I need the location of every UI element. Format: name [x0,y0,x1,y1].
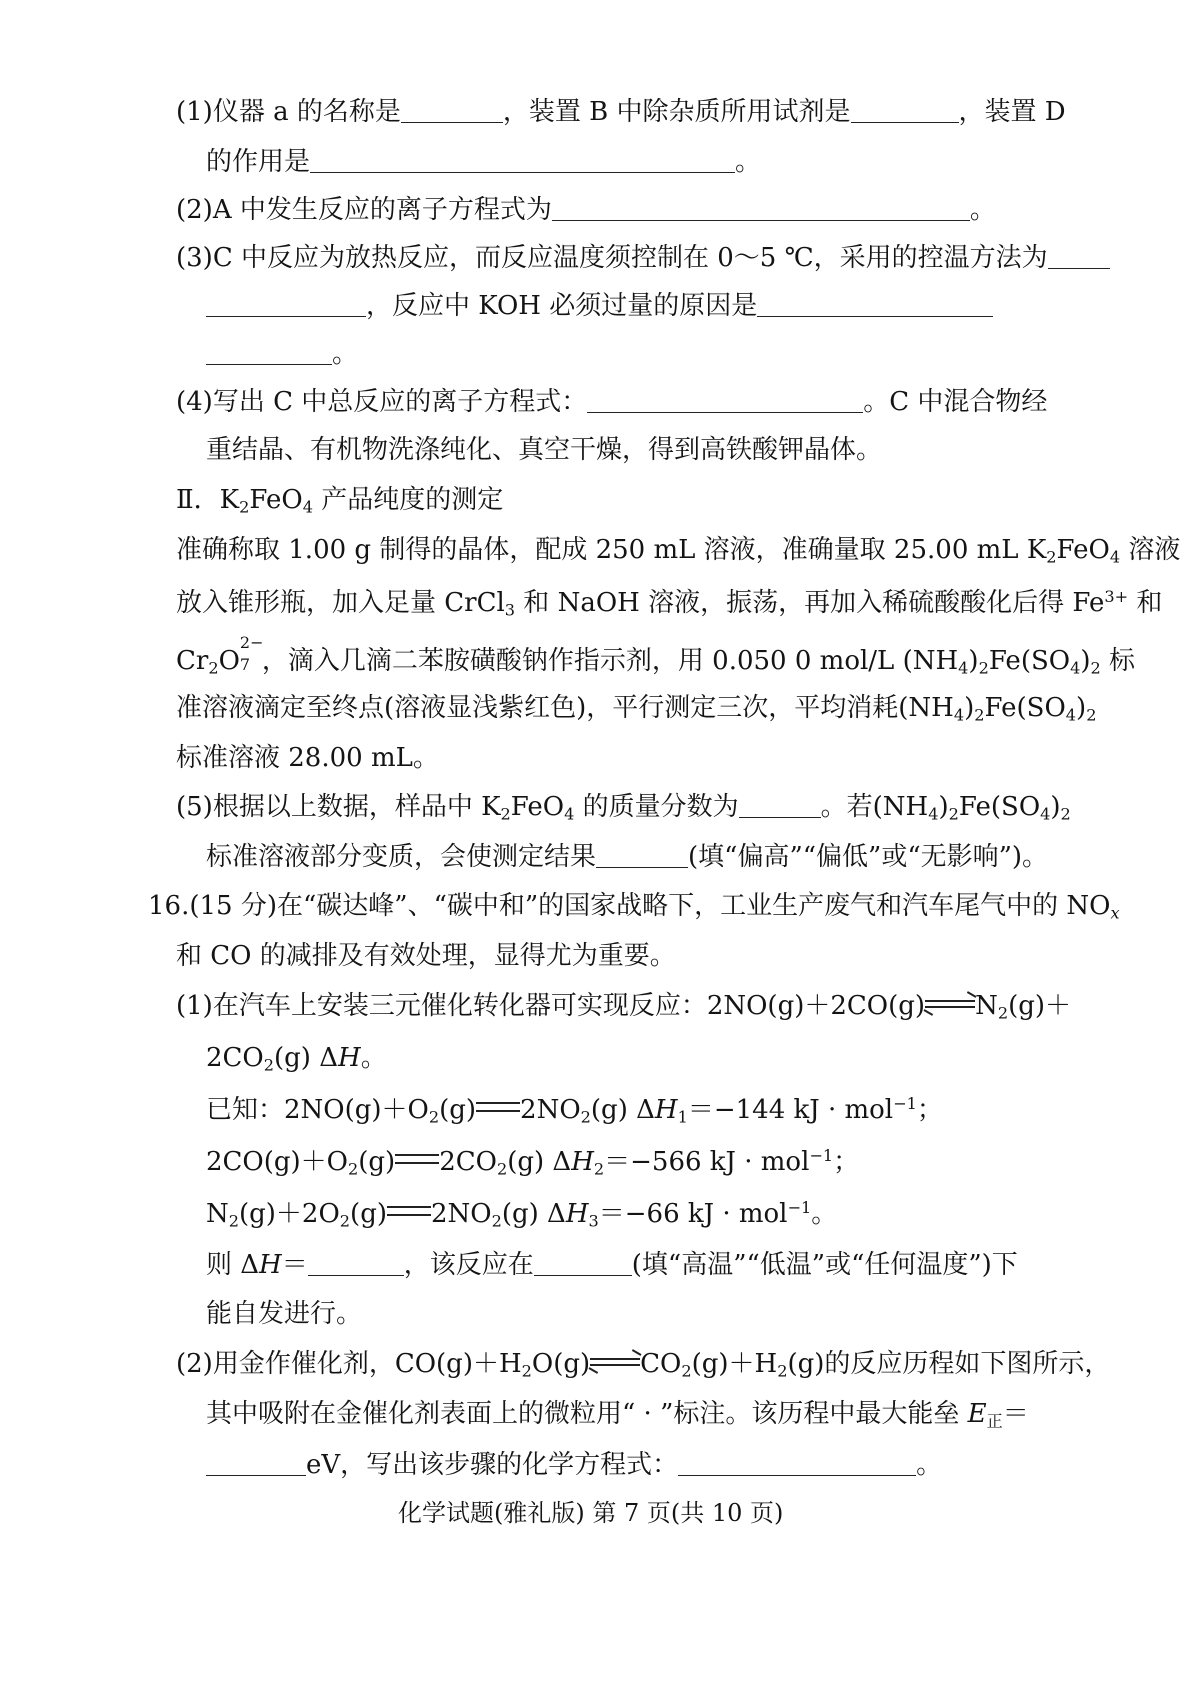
subscript: 2 [777,1361,788,1381]
text: 其中吸附在金催化剂表面上的微粒用“ · ”标注。该历程中最大能垒 [206,1399,968,1429]
para-line-5 [176,745,439,771]
text: H [338,1043,361,1073]
subscript: 2 [428,1107,440,1127]
text: ＝ [281,1250,308,1280]
text: ，装置 B 中除杂质所用试剂是 [502,97,851,127]
text: O [218,646,240,676]
text: ＝−144 kJ · mol [687,1095,894,1125]
text: (4)写出 C 中总反应的离子方程式： [176,387,588,417]
text: 准溶液滴定至终点(溶液显浅紫红色)，平行测定三次，平均消耗(NH [176,693,954,723]
sub-sup-stack [239,633,264,674]
text: ) [1080,646,1091,676]
page-footer [398,1501,783,1525]
then-line-2 [206,1301,362,1327]
text: 准确称取 1.00 g 制得的晶体，配成 250 mL 溶液，准确量取 25.00 mL K [176,535,1047,565]
text: (g) Δ [501,1199,566,1229]
q15-part4-line2 [206,437,882,463]
text: (填“偏高”“偏低”或“无影响”)。 [688,842,1049,872]
q15-part5-line1 [176,792,1071,824]
text: ； [833,1147,860,1177]
text: Fe(SO [988,646,1071,676]
q15-part1-line2 [206,148,761,175]
equilibrium-arrow-icon [925,997,975,1011]
text: 则 Δ [206,1250,260,1280]
subscript: 2 [239,497,250,517]
subscript: 2 [500,804,511,824]
equals-sign-icon [395,1154,439,1164]
text: (g) Δ [590,1095,655,1125]
subscript: x [1110,903,1120,923]
para-line-4 [176,693,1097,725]
answer-blank[interactable] [308,1251,404,1276]
text: (g)＋H [691,1349,778,1379]
subscript: 2 [978,658,989,678]
text: (2)用金作催化剂，CO(g)＋H [176,1349,522,1379]
text: ) [1050,792,1061,822]
text: ＝−566 kJ · mol [604,1147,810,1177]
text: FeO [1056,535,1110,565]
text: 。 [735,147,762,177]
text: ，装置 D [958,97,1066,127]
text: 能自发进行。 [206,1299,363,1329]
text: H [565,1199,589,1229]
superscript: −1 [893,1094,917,1114]
text: Ⅱ．K [176,485,240,515]
text: ，滴入几滴二苯胺磺酸钠作指示剂，用 0.050 0 mol/L (NH [261,646,959,676]
q16-part1-line1 [176,991,1071,1023]
text: 16.(15 分)在“碳达峰”、“碳中和”的国家战略下，工业生产废气和汽车尾气中的 NO [148,891,1111,921]
subscript: 4 [564,804,575,824]
text: 标准溶液部分变质，会使测定结果 [206,842,597,872]
subscript: 4 [1065,705,1077,725]
text: N [975,991,998,1021]
text: (g) [439,1095,477,1125]
answer-blank[interactable] [851,98,959,123]
section-2-heading [176,485,504,517]
text: 。 [969,195,996,225]
superscript: −1 [787,1198,812,1218]
text: (1)仪器 a 的名称是 [176,97,401,127]
answer-blank[interactable] [401,98,503,123]
text: 的质量分数为 [574,792,739,822]
text: ) [1076,693,1087,723]
text: (2)A 中发生反应的离子方程式为 [176,195,552,225]
text: ) [938,792,949,822]
text: (g)＋2O [239,1199,340,1229]
text: FeO [510,792,565,822]
text: 的作用是 [206,147,311,177]
answer-blank[interactable] [534,1251,632,1276]
text: ，反应中 KOH 必须过量的原因是 [366,291,758,321]
text: 标 [1100,646,1136,676]
subscript: 2 [681,1361,692,1381]
subscript: 4 [1040,804,1051,824]
subscript: 2 [997,1003,1009,1023]
text: Fe(SO [984,693,1066,723]
subscript: 2 [974,705,985,725]
text: (填“高温”“低温”或“任何温度”)下 [631,1250,1018,1280]
text: 2CO [439,1147,497,1177]
text: (g) [350,1199,387,1229]
text: (g)＋ [1008,991,1071,1021]
answer-blank[interactable] [596,843,688,868]
known-equation-3 [206,1198,838,1231]
text: eV，写出该步骤的化学方程式： [306,1450,679,1480]
answer-blank[interactable] [757,292,993,317]
answer-blank[interactable] [310,148,735,173]
subscript: 4 [928,804,939,824]
para-line-2 [176,587,1163,620]
text: 产品纯度的测定 [312,485,504,515]
text: (g) Δ [274,1043,338,1073]
q15-part3-line1 [176,244,1110,271]
subscript: 2 [263,1055,275,1075]
text: FeO [249,485,303,515]
subscript: 2 [496,1159,508,1179]
answer-blank[interactable] [552,196,970,221]
subscript: 7 [239,655,251,674]
subscript: 3 [588,1211,599,1231]
text: ； [916,1095,943,1125]
q15-part3-line2 [206,292,993,319]
text: (g) Δ [507,1147,572,1177]
q15-part3-line3 [206,340,358,367]
subscript: 2 [228,1211,239,1231]
known-equation-1 [206,1094,943,1127]
equilibrium-arrow-icon [590,1355,640,1369]
text: 。 [916,1450,943,1480]
subscript: 4 [953,705,965,725]
para-line-1 [176,535,1181,567]
subscript: 1 [677,1107,688,1127]
text: 。 [811,1199,838,1229]
text: CO [640,1349,682,1379]
subscript: 2 [1060,804,1071,824]
text: 。若(NH [820,792,929,822]
subscript: 4 [302,497,313,517]
q16-part2-line1 [176,1349,1111,1381]
text: 放入锥形瓶，加入足量 CrCl [176,588,505,618]
answer-blank[interactable] [206,1451,306,1476]
text: ) [964,693,975,723]
q15-part4-line1 [176,388,1047,415]
text: (1)在汽车上安装三元催化转化器可实现反应：2NO(g)＋2CO(g) [176,991,926,1021]
text: ) [968,646,979,676]
subscript: 2 [1046,547,1057,567]
text: 标准溶液 28.00 mL。 [176,743,439,773]
subscript: 2 [1090,658,1101,678]
superscript: −1 [809,1146,834,1166]
subscript: 4 [1070,658,1081,678]
subscript: 2 [339,1211,351,1231]
text: E [967,1399,987,1429]
text: (g)的反应历程如下图所示， [787,1349,1111,1379]
subscript: 2 [208,658,219,678]
text: 。 [360,1043,387,1073]
superscript: 3+ [1104,587,1129,607]
text: 重结晶、有机物洗涤纯化、真空干燥，得到高铁酸钾晶体。 [206,435,883,465]
text: H [654,1095,678,1125]
equals-sign-icon [476,1102,520,1112]
subscript: 4 [958,658,969,678]
text: 。 [332,339,359,369]
q16-header-line2 [176,943,676,969]
text: Cr [176,646,209,676]
text: H [259,1250,282,1280]
q16-part2-line2 [206,1399,1029,1431]
subscript: 2 [948,804,959,824]
subscript: 4 [1109,547,1121,567]
subscript: 3 [504,600,516,620]
text: ，该反应在 [403,1250,534,1280]
subscript: 2 [593,1159,605,1179]
text: 。C 中混合物经 [863,387,1048,417]
text: (5)根据以上数据，样品中 K [176,792,501,822]
text: 已知：2NO(g)＋O [206,1095,429,1125]
answer-blank[interactable] [678,1451,916,1476]
para-line-3 [176,633,1136,678]
subscript: 2 [1086,705,1097,725]
text: 2NO [520,1095,581,1125]
text: (g) [358,1147,396,1177]
subscript: 2 [580,1107,591,1127]
text: 2CO [206,1043,264,1073]
q16-part2-line3 [206,1451,942,1478]
known-equation-2 [206,1146,860,1179]
text: O(g) [531,1349,591,1379]
text: Fe(SO [958,792,1041,822]
subscript: 2 [521,1361,532,1381]
text: ＝−66 kJ · mol [598,1199,788,1229]
text: 和 NaOH 溶液，振荡，再加入稀硫酸酸化后得 Fe [515,588,1105,618]
subscript: 2 [491,1211,502,1231]
text: 2CO(g)＋O [206,1147,348,1177]
q16-part1-line2 [206,1043,387,1075]
equals-sign-icon [387,1206,431,1216]
text: 和 CO 的减排及有效处理，显得尤为重要。 [176,941,676,971]
q16-header-line1 [148,891,1120,923]
text: (3)C 中反应为放热反应，而反应温度须控制在 0～5 ℃，采用的控温方法为 [176,243,1048,273]
q15-part5-line2 [206,843,1048,870]
text: ＝ [1002,1399,1029,1429]
then-line-1 [206,1251,1018,1278]
answer-blank[interactable] [206,292,366,317]
answer-blank[interactable] [206,340,332,365]
superscript: 2− [239,633,264,652]
answer-blank[interactable] [739,793,821,818]
text: 2NO [430,1199,492,1229]
text: N [206,1199,229,1229]
footer-text: 化学试题(雅礼版) 第 7 页(共 10 页) [398,1499,784,1527]
subscript: 正 [986,1411,1003,1431]
q15-part2 [176,196,996,223]
text: 和 [1128,588,1163,618]
text: H [571,1147,594,1177]
q15-part1-line1 [176,98,1066,125]
answer-blank[interactable] [587,388,863,413]
text: 溶液 [1120,535,1181,565]
subscript: 2 [348,1159,359,1179]
answer-blank[interactable] [1048,244,1110,269]
